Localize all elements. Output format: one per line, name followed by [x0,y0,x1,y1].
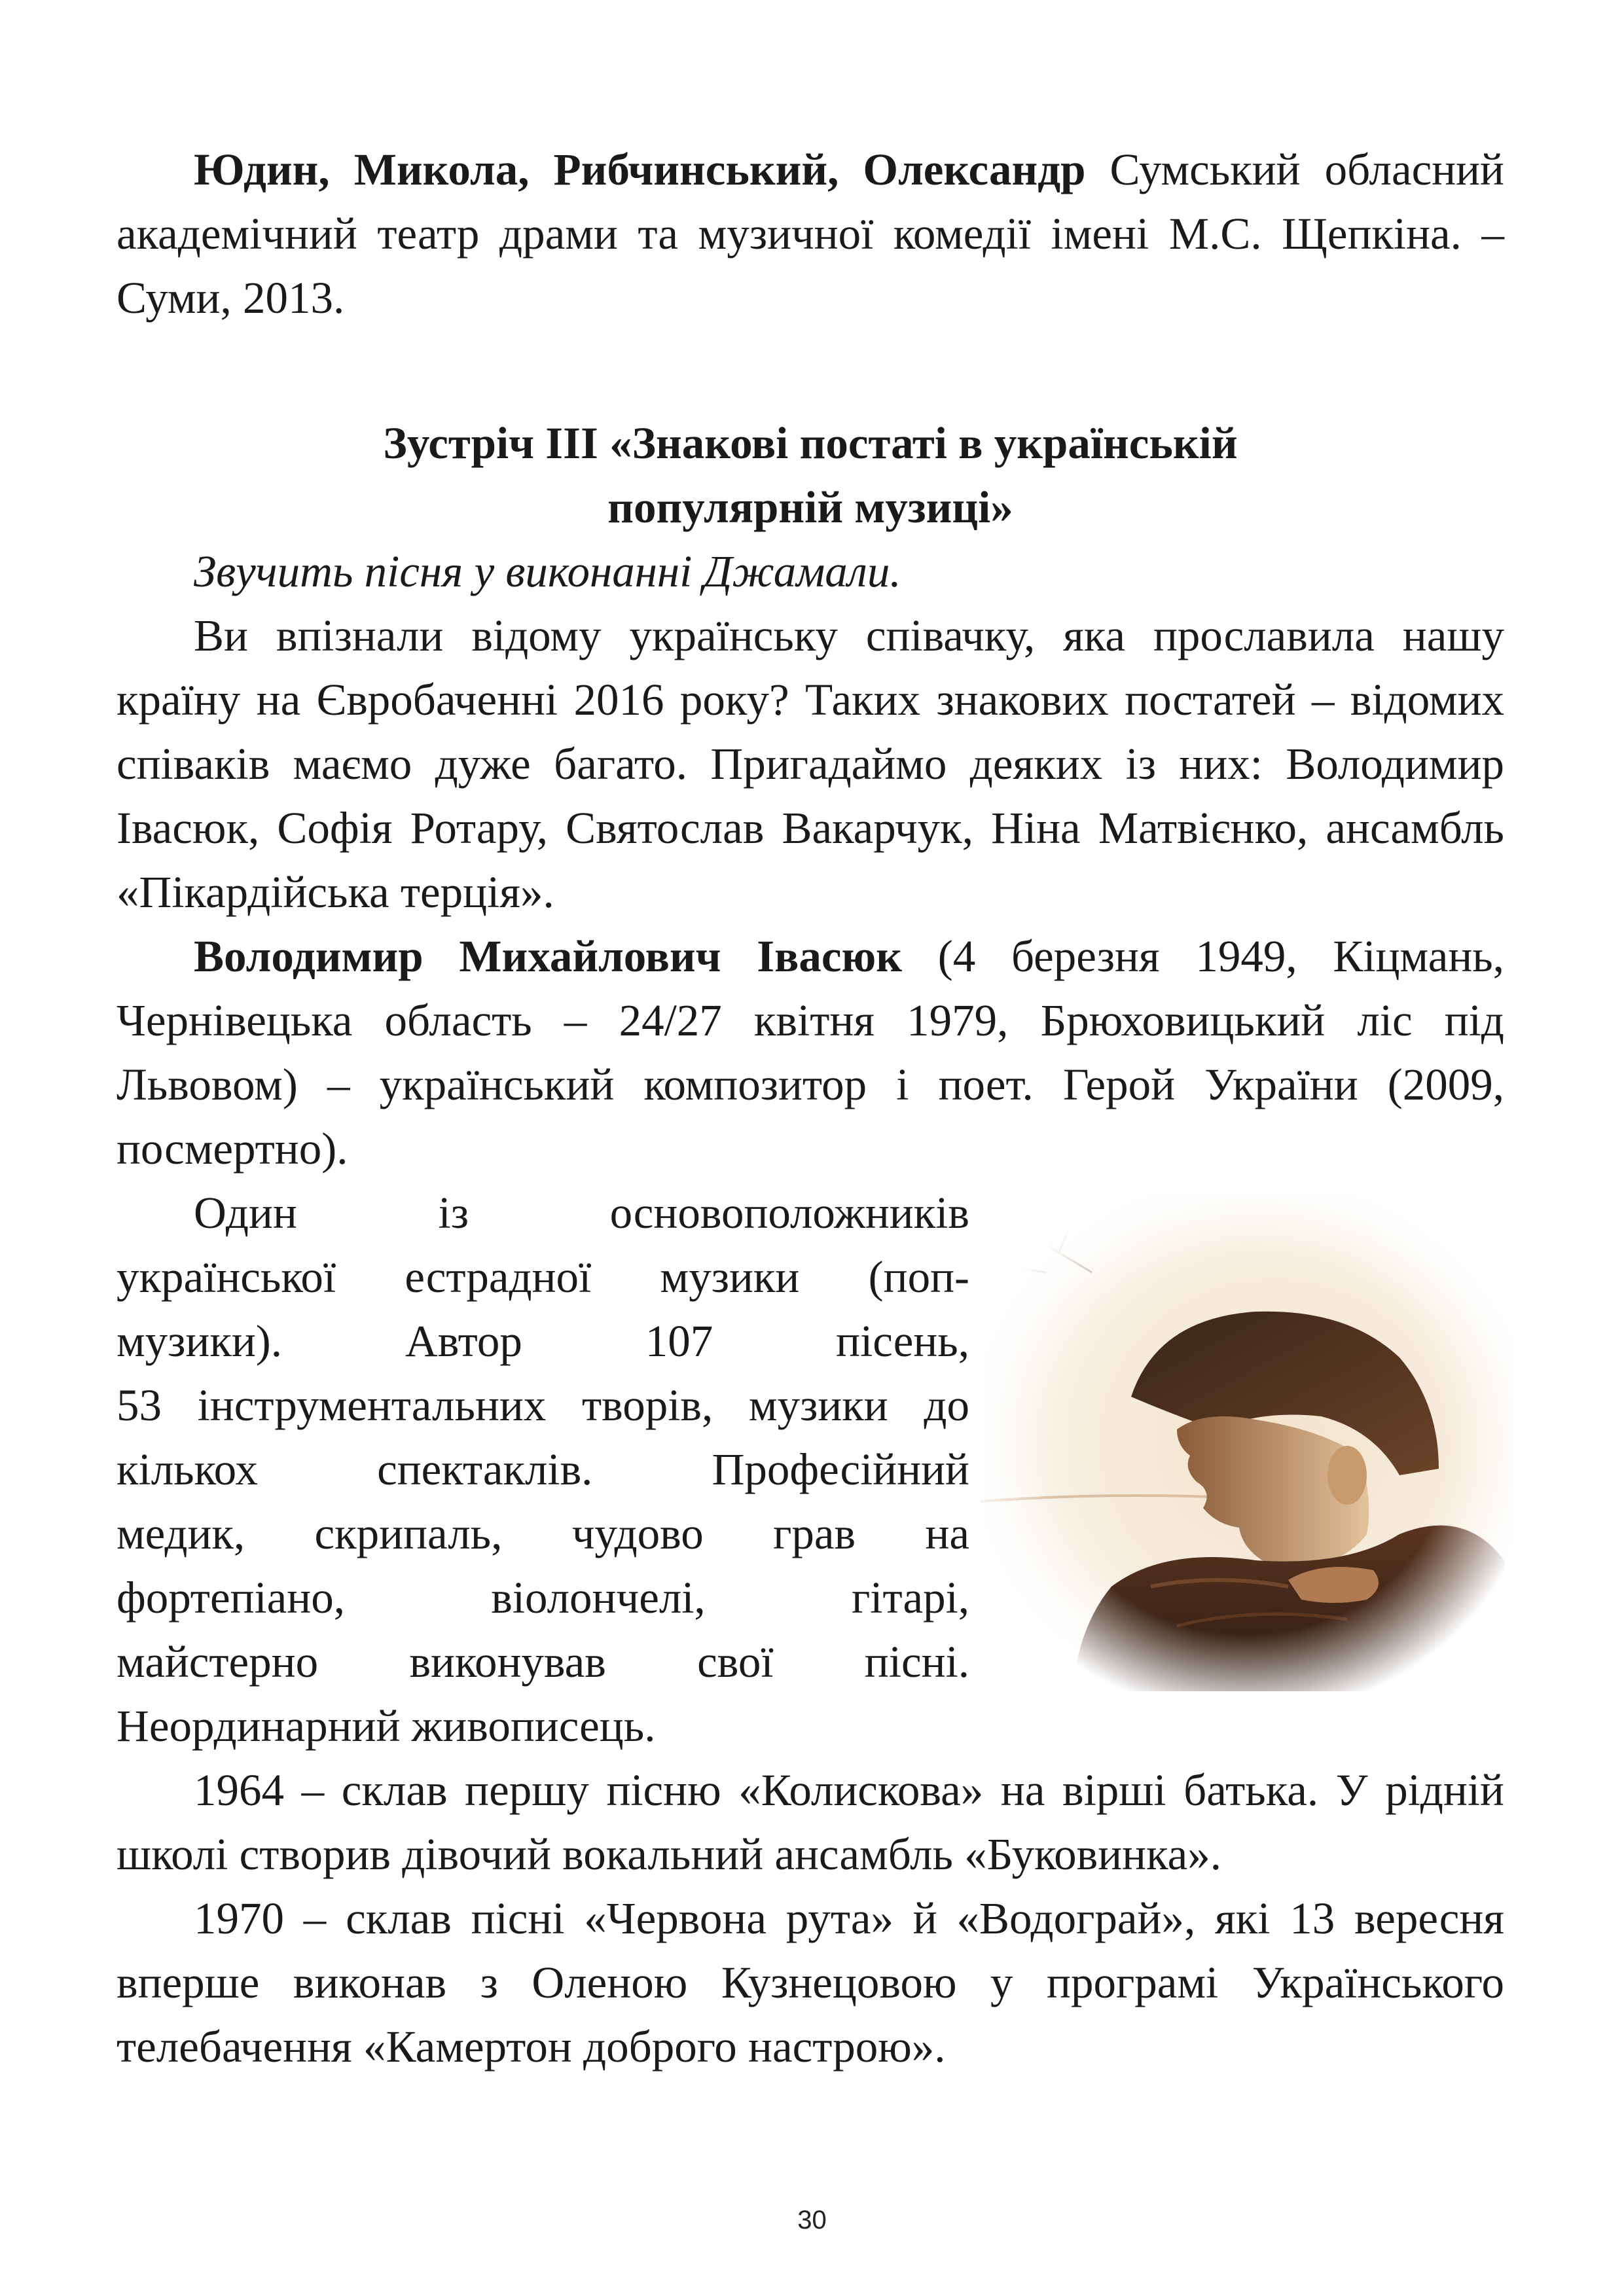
reference-details: Сумський обласний академічний театр драми та музичної комедії імені М.С. Щепкіна. – Суми, 2013. [117,145,1504,323]
stage-direction [117,539,1504,603]
section-title [117,411,1504,539]
ivasyuk-portrait-photo [981,1194,1513,1691]
bio-line: майстерно виконував свої пісні. [117,1637,969,1687]
bio-line: фортепіано, віолончелі, гітарі, [117,1573,969,1623]
reference-entry [117,137,1504,330]
bio-line: музики). Автор 107 пісень, [117,1316,969,1366]
section-title-line-2: популярній музиці» [607,482,1013,532]
photo-wrapped-text [117,1181,969,1694]
timeline-entry-1964: 1964 – склав першу пісню «Колискова» на вірші батька. У рідній школі створив дівочий вокальний ансамбль «Буковинка». [117,1765,1504,1879]
bio-line: 53 інструментальних творів, музики до [117,1380,969,1430]
bio-line: Один із основоположників [194,1188,969,1238]
reference-authors: Юдин, Микола, Рибчинський, Олександр [194,145,1086,194]
timeline-entry-1970: 1970 – склав пісні «Червона рута» й «Водограй», які 13 вересня вперше виконав з Оленою Кузнецовою у програмі Українського телебачення «Камертон доброго настрою». [117,1893,1504,2072]
bio-name: Володимир Михайлович Івасюк [194,931,902,981]
bio-line: медик, скрипаль, чудово грав на [117,1509,969,1558]
stage-direction-text: Звучить пісня у виконанні Джамали. [194,547,901,596]
bio-dates: (4 березня 1949, Кіцмань, Чернівецька область – 24/27 квітня 1979, Брюховицький ліс під Львовом) – український композитор і поет. Герой України (2009, посмертно). [117,931,1504,1174]
page-number: 30 [797,2206,827,2234]
intro-paragraph: Ви впізнали відому українську співачку, яка прославила нашу країну на Євробаченні 2016 року? Таких знакових постатей – відомих співаків маємо дуже багато. Пригадаймо деяких із них: Володимир Івасюк, Софія Ротару, Святослав Вакарчук, Ніна Матвієнко, ансамбль «Пікардійська терція». [117,611,1504,917]
bio-last-line: Неординарний живописець. [117,1701,656,1751]
section-title-line-1: Зустріч ІІІ «Знакові постаті в українській [383,418,1238,468]
bio-line: кількох спектаклів. Професійний [117,1444,969,1494]
bio-paragraph [117,924,1504,1181]
document-page [117,137,1504,2079]
bio-line: української естрадної музики (поп- [117,1252,969,1302]
photo-section [117,1181,1504,1758]
